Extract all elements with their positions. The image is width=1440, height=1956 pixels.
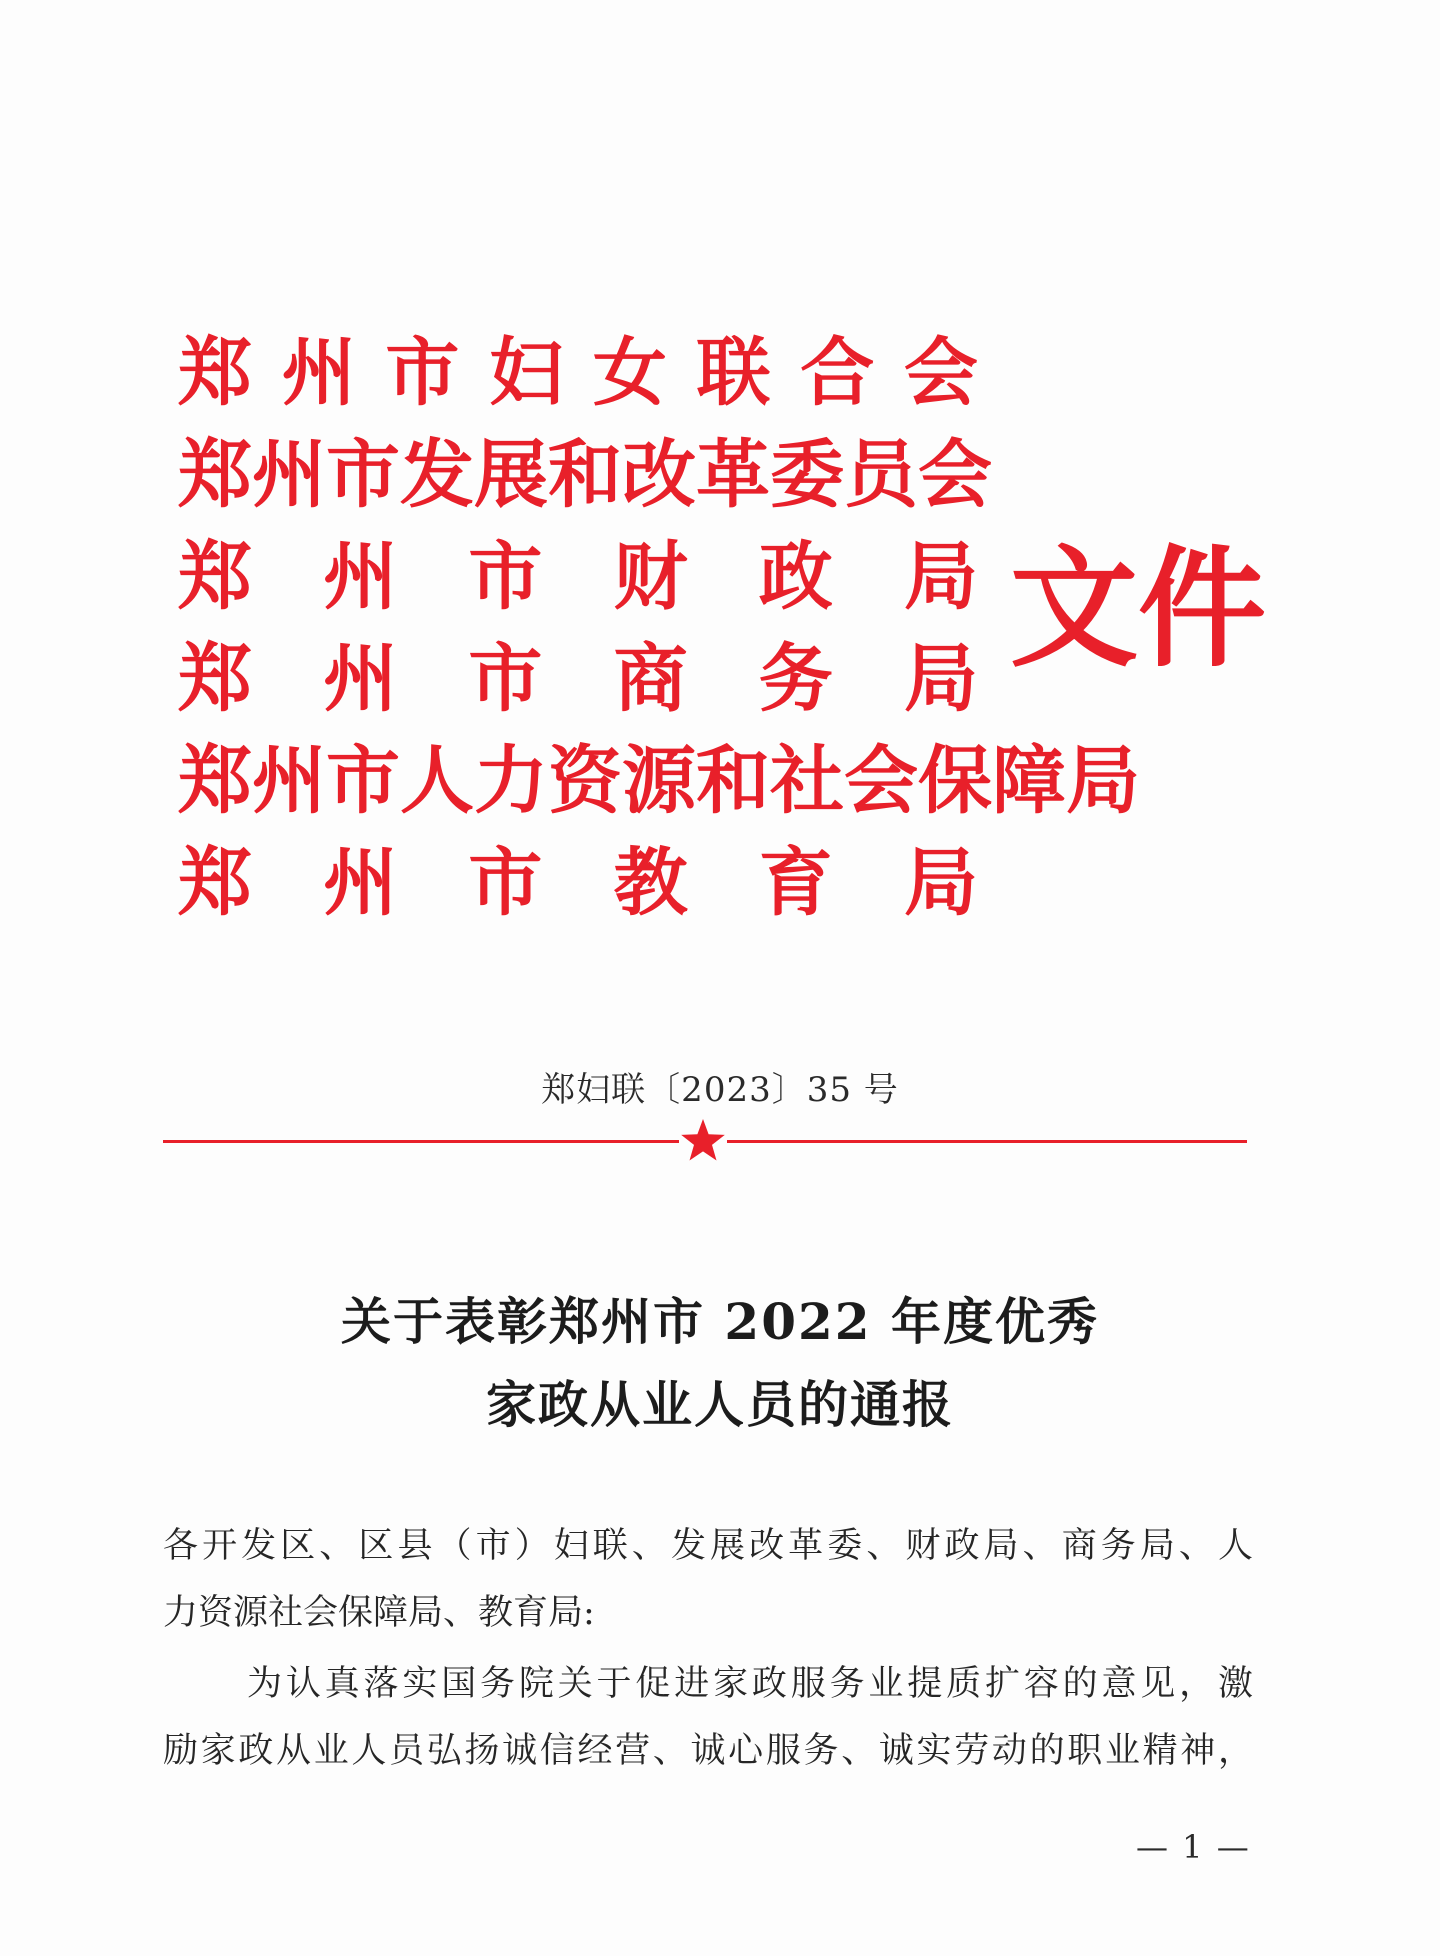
document-suffix: 文件	[1010, 532, 1267, 686]
issuer-char: 发	[400, 432, 474, 518]
issuer-char: 州	[281, 330, 356, 416]
issuer-line-women-federation	[178, 322, 978, 424]
issuer-line-commerce	[178, 628, 978, 730]
issuer-char: 妇	[489, 330, 564, 416]
issuer-char: 合	[800, 330, 875, 416]
issuer-char: 委	[770, 432, 844, 518]
issuer-char: 州	[252, 738, 326, 824]
body-paragraph-line-1: 为认真落实国务院关于促进家政服务业提质扩容的意见，激	[247, 1664, 1253, 1704]
issuer-char: 郑	[178, 840, 252, 926]
issuer-char: 市	[385, 330, 460, 416]
issuer-char: 商	[613, 636, 688, 722]
issuer-char: 源	[622, 738, 696, 824]
issuer-char: 教	[613, 840, 688, 926]
issuer-char: 局	[1066, 738, 1140, 824]
issuer-char: 州	[323, 840, 398, 926]
issuer-char: 女	[592, 330, 667, 416]
recipients-line-2: 力资源社会保障局、教育局:	[163, 1593, 595, 1633]
issuer-char: 务	[758, 636, 833, 722]
issuer-char: 和	[548, 432, 622, 518]
recipients-line-1: 各开发区、区县（市）妇联、发展改革委、财政局、商务局、人	[163, 1526, 1253, 1566]
issuer-char: 资	[548, 738, 622, 824]
issuer-char: 局	[903, 636, 978, 722]
issuer-line-education	[178, 832, 978, 934]
document-number: 郑妇联〔2023〕35 号	[541, 1070, 899, 1110]
issuer-char: 州	[323, 534, 398, 620]
red-rule-left	[163, 1140, 679, 1143]
star-icon	[680, 1117, 726, 1163]
red-rule-right	[727, 1140, 1247, 1143]
issuer-char: 力	[474, 738, 548, 824]
issuer-char: 市	[468, 840, 543, 926]
issuer-char: 郑	[178, 330, 252, 416]
issuer-char: 市	[326, 738, 400, 824]
issuer-char: 社	[770, 738, 844, 824]
issuer-char: 保	[918, 738, 992, 824]
issuer-char: 郑	[178, 738, 252, 824]
issuer-char: 革	[696, 432, 770, 518]
issuer-char: 财	[613, 534, 688, 620]
issuer-char: 人	[400, 738, 474, 824]
page-number: — 1 —	[1136, 1828, 1251, 1866]
issuer-char: 州	[252, 432, 326, 518]
issuer-line-development-reform	[178, 424, 992, 526]
issuer-char: 市	[468, 534, 543, 620]
issuer-char: 展	[474, 432, 548, 518]
issuer-char: 州	[323, 636, 398, 722]
issuer-char: 政	[758, 534, 833, 620]
issuer-char: 市	[326, 432, 400, 518]
issuer-line-human-resources	[178, 730, 1140, 832]
issuer-char: 局	[903, 840, 978, 926]
issuer-char: 会	[844, 738, 918, 824]
document-title-line-2: 家政从业人员的通报	[486, 1375, 954, 1434]
document-title-line-1: 关于表彰郑州市 2022 年度优秀	[341, 1292, 1099, 1351]
issuer-char: 市	[468, 636, 543, 722]
issuer-char: 郑	[178, 534, 252, 620]
issuer-char: 联	[696, 330, 771, 416]
issuer-char: 员	[844, 432, 918, 518]
issuer-char: 育	[758, 840, 833, 926]
issuer-char: 会	[903, 330, 978, 416]
issuer-char: 郑	[178, 636, 252, 722]
issuer-char: 局	[903, 534, 978, 620]
issuer-char: 会	[918, 432, 992, 518]
issuer-line-finance	[178, 526, 978, 628]
issuer-char: 和	[696, 738, 770, 824]
issuer-char: 郑	[178, 432, 252, 518]
issuer-char: 障	[992, 738, 1066, 824]
body-paragraph-line-2: 励家政从业人员弘扬诚信经营、诚心服务、诚实劳动的职业精神，	[163, 1731, 1253, 1771]
issuer-char: 改	[622, 432, 696, 518]
